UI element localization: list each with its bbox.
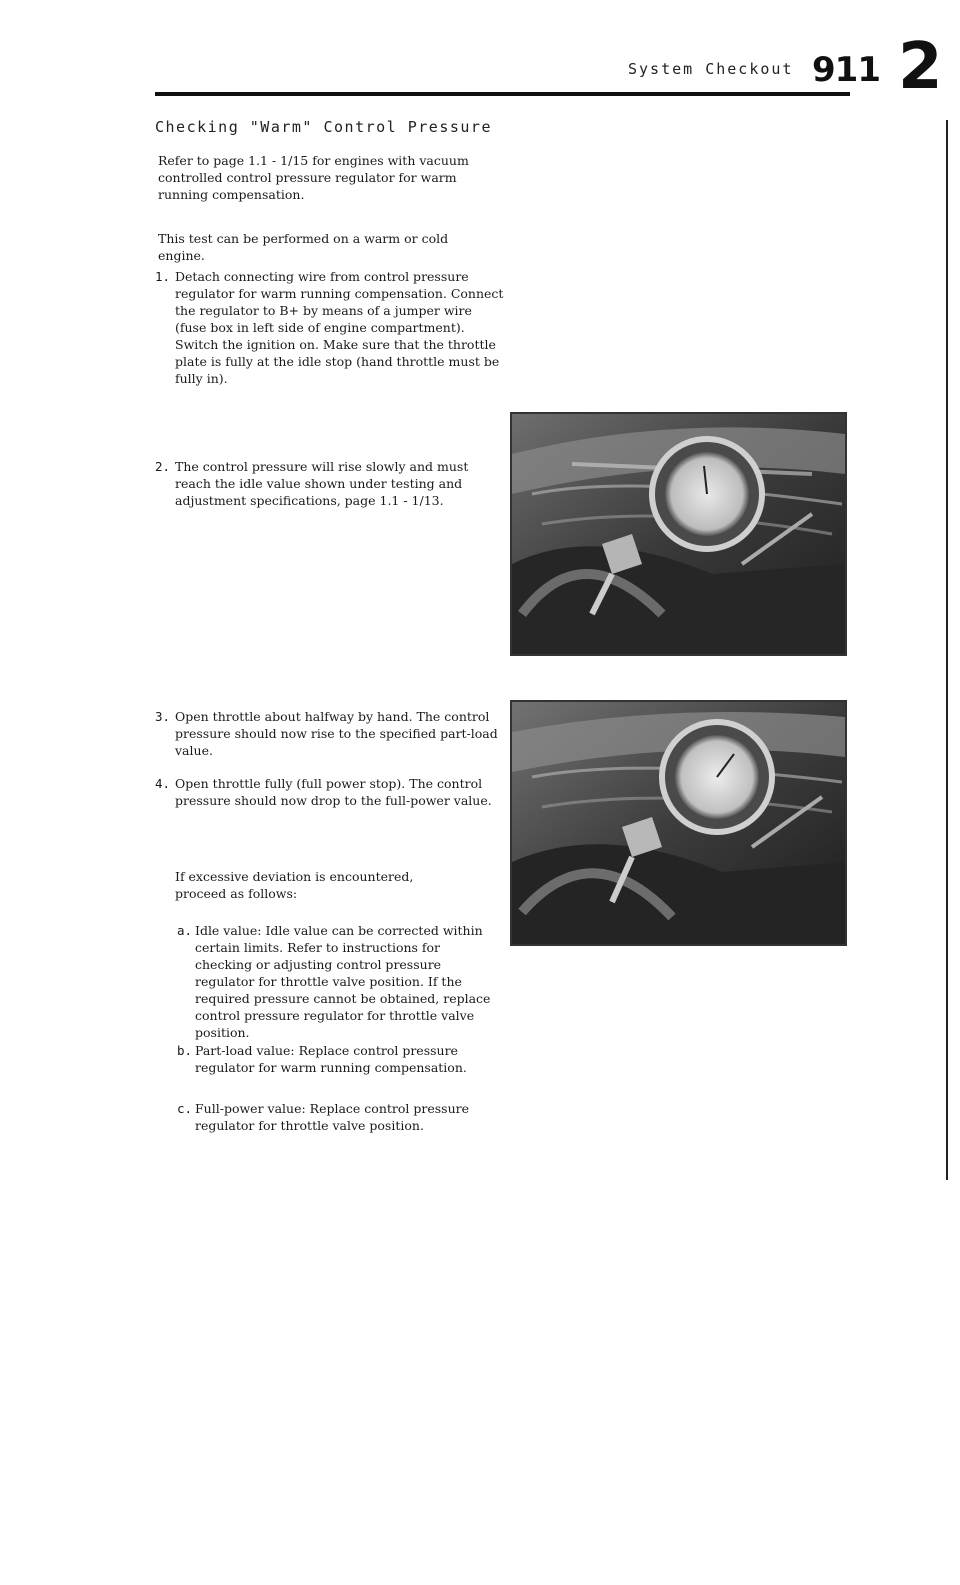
- step-3: [155, 708, 505, 759]
- section-title: Checking "Warm" Control Pressure: [155, 118, 492, 136]
- running-header: System Checkout: [628, 60, 794, 78]
- step-text: Open throttle about halfway by hand. The control pressure should now rise to the specified part-load value.: [175, 709, 498, 758]
- chapter-number: 2: [898, 30, 943, 104]
- substep-text: Idle value: Idle value can be corrected within certain limits. Refer to instructions for checking or adjusting control pressure regulator for throttle valve position. If the required pressure cannot be obtained, replace control pressure regulator for throttle valve position.: [195, 923, 491, 1040]
- substep-letter: c.: [177, 1101, 193, 1116]
- substep-c: [177, 1100, 495, 1134]
- step-text: Open throttle fully (full power stop). The control pressure should now drop to the full-power value.: [175, 776, 492, 808]
- step-number: 4.: [155, 776, 171, 791]
- step-number: 3.: [155, 709, 171, 724]
- step-text: Detach connecting wire from control pressure regulator for warm running compensation. Connect the regulator to B+ by means of a jumper wire (fuse box in left side of engine compartment). Switch the ignition on. Make sure that the throttle plate is fully at the idle stop (hand throttle must be fully in).: [175, 269, 504, 386]
- step-number: 2.: [155, 459, 171, 474]
- substep-a: [177, 922, 495, 1041]
- step-number: 1.: [155, 269, 171, 284]
- step-1: [155, 268, 505, 387]
- step-4: [155, 775, 505, 809]
- engine-photo-drawing: [512, 702, 845, 944]
- header-divider: [155, 92, 850, 96]
- intro-paragraph: Refer to page 1.1 - 1/15 for engines with vacuum controlled control pressure regulator for warm running compensation.: [158, 153, 469, 202]
- pressure-gauge-photo: [510, 700, 847, 946]
- substep-text: Part-load value: Replace control pressure regulator for warm running compensation.: [195, 1043, 467, 1075]
- step-text: The control pressure will rise slowly and must reach the idle value shown under testing and adjustment specifications, page 1.1 - 1/13.: [175, 459, 469, 508]
- note-paragraph: This test can be performed on a warm or cold engine.: [158, 231, 449, 263]
- substep-letter: b.: [177, 1043, 193, 1058]
- substep-b: [177, 1042, 495, 1076]
- engine-photo-drawing: [512, 414, 845, 654]
- substep-letter: a.: [177, 923, 193, 938]
- page-edge-rule: [946, 120, 948, 1180]
- step-2: [155, 458, 505, 509]
- model-number: 911: [812, 50, 880, 90]
- deviation-intro: If excessive deviation is encountered, proceed as follows:: [175, 869, 414, 901]
- pressure-gauge-photo: [510, 412, 847, 656]
- substep-text: Full-power value: Replace control pressure regulator for throttle valve position.: [195, 1101, 469, 1133]
